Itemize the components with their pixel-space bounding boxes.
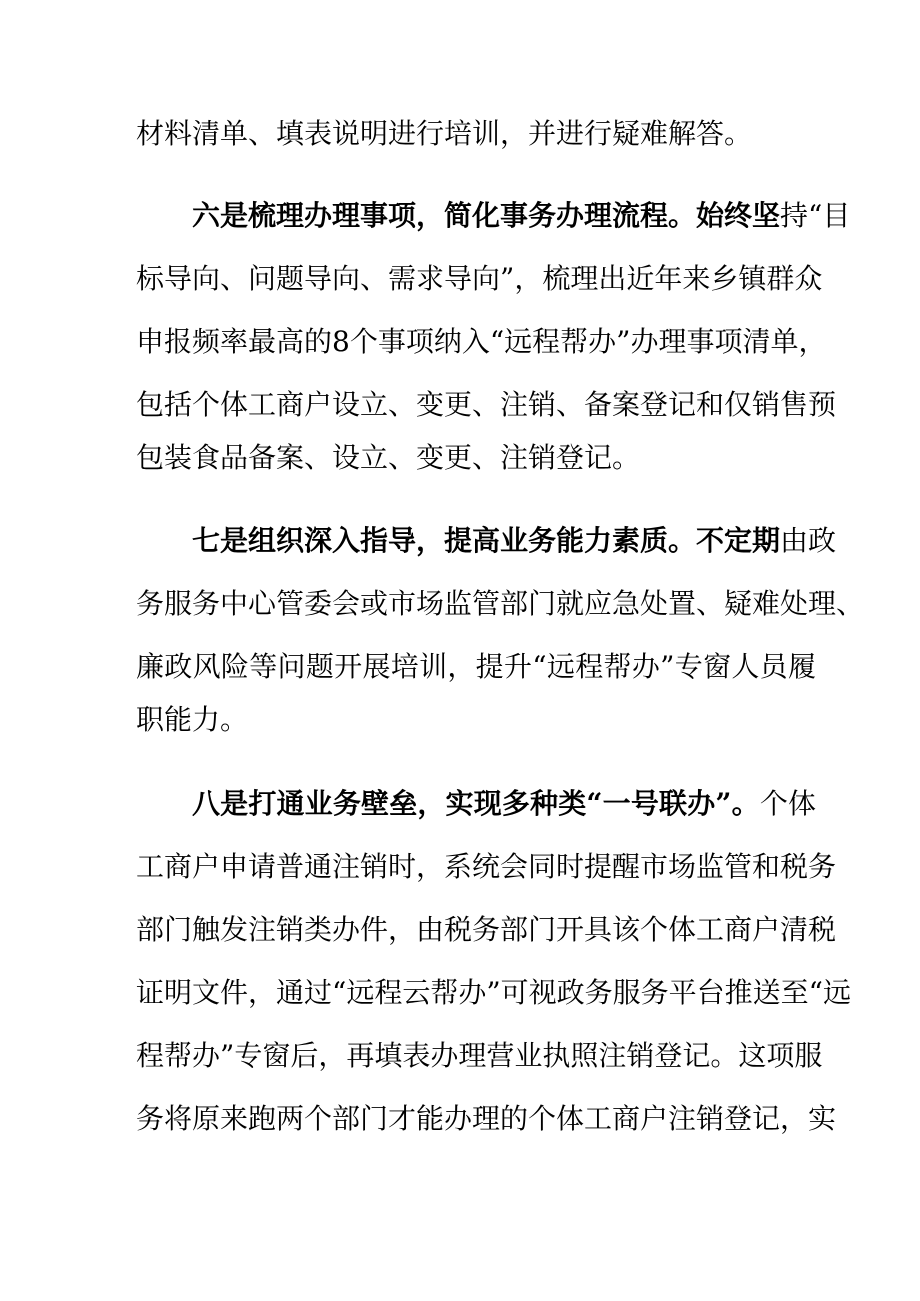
line-text: 材料清单、填表说明进行培训，并进行疑难解答。 <box>136 117 753 150</box>
bold-heading: 七是组织深入指导，提高业务能力素质。不定期 <box>192 524 781 557</box>
line-text: 职能力。 <box>136 703 249 736</box>
line-text: 个体 <box>759 787 816 820</box>
text-line <box>136 377 837 433</box>
line-text: 标导向、问题导向、需求导向”，梳理出近年来乡镇群众 <box>136 262 823 295</box>
text-line <box>136 430 816 486</box>
text-line <box>136 902 837 958</box>
text-line <box>136 839 837 895</box>
line-text: 证明文件，通过“远程云帮办”可视政务服务平台推送至“远 <box>136 976 851 1009</box>
paragraph-heading-line <box>192 188 851 244</box>
line-text: 务将原来跑两个部门才能办理的个体工商户注销登记，实 <box>136 1102 837 1135</box>
line-text: 部门触发注销类办件，由税务部门开具该个体工商户清税 <box>136 913 837 946</box>
line-text: 务服务中心管委会或市场监管部门就应急处置、疑难处理、 <box>136 587 865 620</box>
text-line <box>136 965 851 1021</box>
text-line <box>136 639 816 695</box>
line-text: 申报频率最高的8个事项纳入“远程帮办”办理事项清单， <box>136 325 827 358</box>
bold-heading: 六是梳理办理事项，简化事务办理流程。始终坚 <box>192 199 781 232</box>
line-text: 程帮办”专窗后，再填表办理营业执照注销登记。这项服 <box>136 1039 823 1072</box>
line-text: 廉政风险等问题开展培训，提升“远程帮办”专窗人员履 <box>136 650 816 683</box>
paragraph-heading-line <box>192 513 837 569</box>
text-line <box>136 576 865 632</box>
text-line <box>136 251 823 307</box>
line-text: 持“目 <box>780 199 851 232</box>
text-line <box>136 106 816 162</box>
bold-heading: 八是打通业务壁垒，实现多种类“一号联办”。 <box>192 787 760 820</box>
line-text: 包装食品备案、设立、变更、注销登记。 <box>136 441 641 474</box>
line-text: 工商户申请普通注销时，系统会同时提醒市场监管和税务 <box>136 850 837 883</box>
line-text: 包括个体工商户设立、变更、注销、备案登记和仅销售预 <box>136 388 837 421</box>
text-line <box>136 692 816 748</box>
line-text: 由政 <box>780 524 837 557</box>
paragraph-heading-line <box>192 776 816 832</box>
text-line <box>136 1091 837 1147</box>
text-line <box>136 314 827 370</box>
text-line <box>136 1028 823 1084</box>
